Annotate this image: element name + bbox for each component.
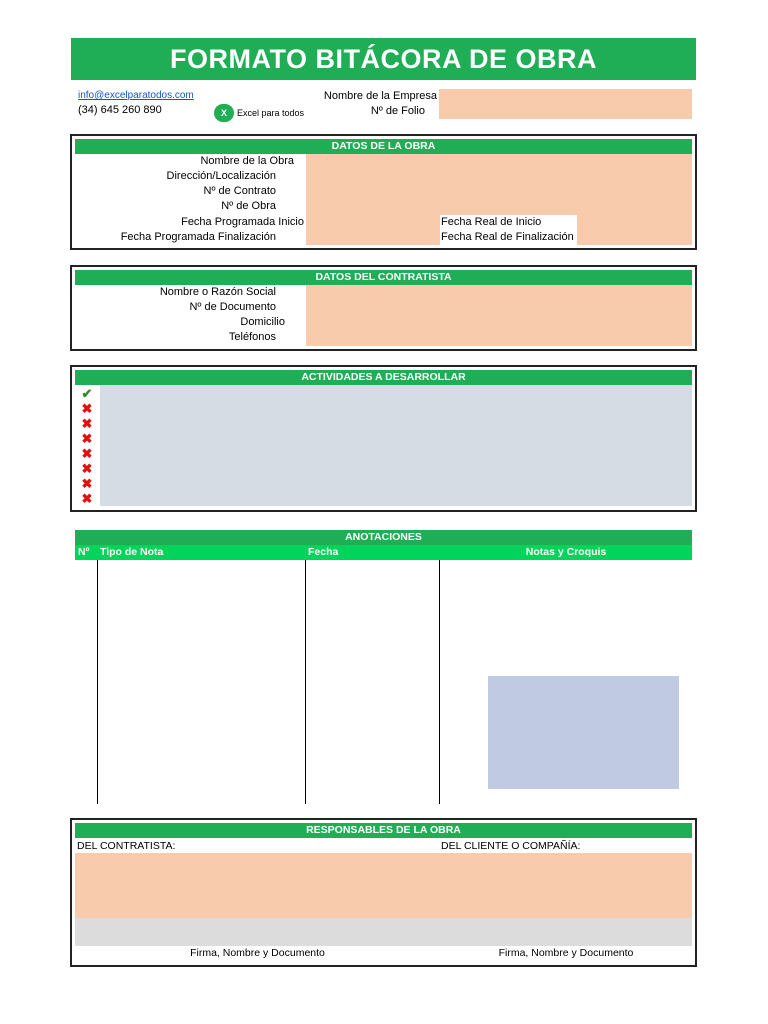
telefonos-label: Teléfonos bbox=[228, 331, 276, 343]
cross-icon: ✖ bbox=[81, 401, 93, 416]
page-title: FORMATO BITÁCORA DE OBRA bbox=[71, 38, 696, 80]
folio-label: Nº de Folio bbox=[370, 105, 425, 117]
column-divider bbox=[97, 560, 98, 804]
column-divider bbox=[305, 560, 306, 804]
contratista-label: DEL CONTRATISTA: bbox=[77, 840, 176, 852]
cross-icon: ✖ bbox=[81, 491, 93, 506]
fecha-real-fin-label: Fecha Real de Finalización bbox=[441, 231, 574, 243]
phone-text: (34) 645 260 890 bbox=[78, 104, 162, 116]
cross-icon: ✖ bbox=[81, 446, 93, 461]
actividades-area[interactable] bbox=[100, 385, 692, 506]
fecha-prog-inicio-label: Fecha Programada Inicio bbox=[181, 216, 304, 228]
fecha-prog-fin-label: Fecha Programada Finalización bbox=[120, 231, 276, 243]
col-fecha: Fecha bbox=[308, 546, 339, 558]
col-tipo-nota: Tipo de Nota bbox=[100, 546, 164, 558]
company-field[interactable] bbox=[439, 89, 692, 104]
fecha-real-fields[interactable] bbox=[577, 215, 692, 245]
firma-line-area bbox=[75, 918, 692, 946]
excel-logo bbox=[214, 104, 304, 122]
direccion-label: Dirección/Localización bbox=[166, 170, 276, 182]
cross-icon: ✖ bbox=[81, 476, 93, 491]
email-link[interactable]: info@excelparatodos.com bbox=[78, 90, 194, 101]
check-icon: ✔ bbox=[81, 386, 93, 401]
documento-label: Nº de Documento bbox=[189, 301, 276, 313]
excel-icon: X bbox=[214, 104, 234, 122]
actividades-heading: ACTIVIDADES A DESARROLLAR bbox=[75, 370, 692, 385]
col-num: Nº bbox=[78, 546, 90, 558]
domicilio-label: Domicilio bbox=[240, 316, 285, 328]
datos-contratista-heading: DATOS DEL CONTRATISTA bbox=[75, 270, 692, 285]
sketch-box[interactable] bbox=[488, 676, 679, 789]
cross-icon: ✖ bbox=[81, 461, 93, 476]
folio-field[interactable] bbox=[439, 104, 692, 119]
responsables-heading: RESPONSABLES DE LA OBRA bbox=[75, 823, 692, 838]
firma-area[interactable] bbox=[75, 853, 692, 918]
cross-icon: ✖ bbox=[81, 431, 93, 446]
obra-fields-area[interactable] bbox=[306, 154, 692, 215]
nombre-obra-label: Nombre de la Obra bbox=[200, 155, 294, 167]
firma-cliente-caption: Firma, Nombre y Documento bbox=[498, 947, 634, 959]
logo-text: Excel para todos bbox=[237, 108, 305, 118]
anotaciones-heading: ANOTACIONES bbox=[75, 530, 692, 545]
column-divider bbox=[439, 560, 440, 804]
contrato-label: Nº de Contrato bbox=[203, 185, 276, 197]
firma-contratista-caption: Firma, Nombre y Documento bbox=[190, 947, 325, 959]
num-obra-label: Nº de Obra bbox=[221, 200, 276, 212]
cross-icon: ✖ bbox=[81, 416, 93, 431]
fecha-real-inicio-label: Fecha Real de Inicio bbox=[441, 216, 542, 228]
contratista-fields-area[interactable] bbox=[306, 285, 692, 346]
datos-obra-heading: DATOS DE LA OBRA bbox=[75, 139, 692, 154]
col-notas: Notas y Croquis bbox=[525, 546, 607, 558]
company-label: Nombre de la Empresa bbox=[323, 90, 437, 102]
activity-status-list bbox=[80, 386, 94, 506]
cliente-label: DEL CLIENTE O COMPAÑÍA: bbox=[441, 840, 581, 852]
razon-social-label: Nombre o Razón Social bbox=[159, 286, 276, 298]
fecha-prog-fields[interactable] bbox=[306, 215, 440, 245]
